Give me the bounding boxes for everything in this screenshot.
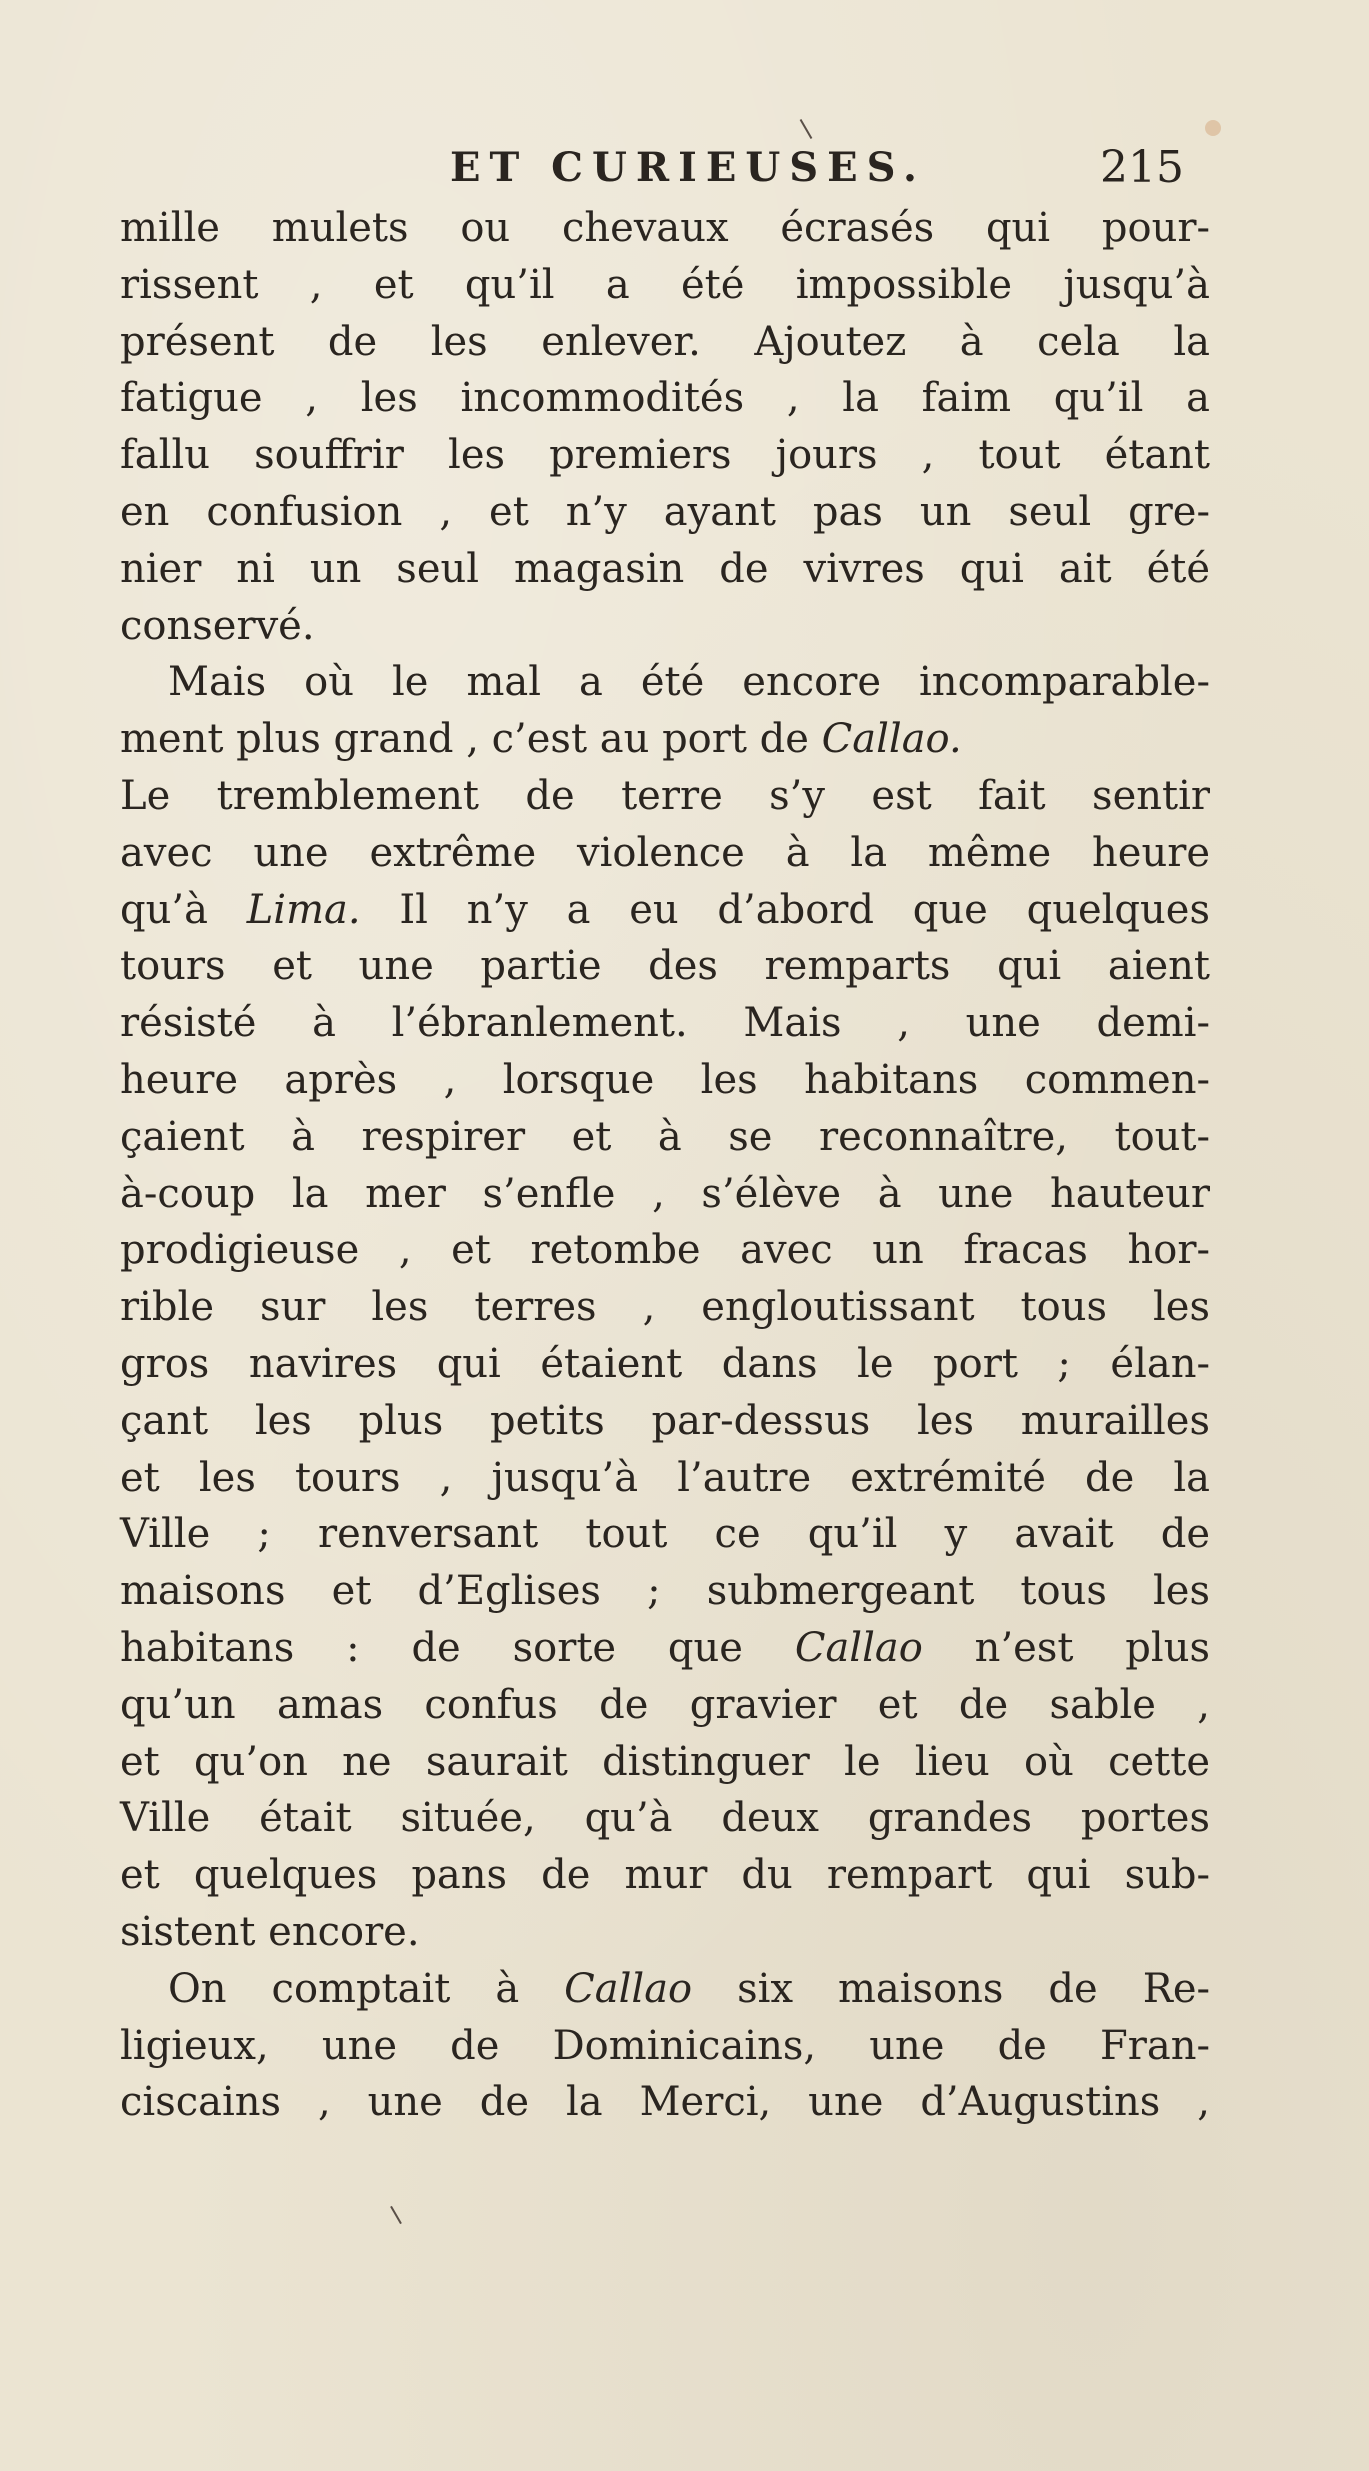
ink-mark: [390, 2206, 402, 2224]
text-line: [120, 711, 1210, 768]
text-line: çaient à respirer et à se reconnaître, tout-: [120, 1113, 1210, 1160]
text-run: qu’à: [120, 886, 247, 933]
text-line: et qu’on ne saurait distinguer le lieu où cette: [120, 1738, 1210, 1785]
text-run: habitans : de sorte que: [120, 1624, 795, 1671]
text-line: ligieux, une de Dominicains, une de Fran-: [120, 2022, 1210, 2069]
page-number: 215: [1100, 142, 1184, 193]
text-line: avec une extrême violence à la même heure: [120, 829, 1210, 876]
text-line: rissent , et qu’il a été impossible jusqu’à: [120, 261, 1210, 308]
italic-place-name: Callao: [564, 1965, 693, 2012]
text-line: Mais où le mal a été encore incomparable-: [168, 659, 1210, 706]
text-line: Le tremblement de terre s’y est fait sentir: [120, 772, 1210, 819]
text-line: présent de les enlever. Ajoutez à cela la: [120, 318, 1210, 365]
text-line: conservé.: [120, 602, 315, 649]
text-line: en confusion , et n’y ayant pas un seul gre-: [120, 488, 1210, 535]
text-line: Ville ; renversant tout ce qu’il y avait de: [120, 1511, 1210, 1558]
text-line: sistent encore.: [120, 1908, 420, 1955]
text-line: çant les plus petits par-dessus les murailles: [120, 1397, 1210, 1444]
text-line: fatigue , les incommodités , la faim qu’il a: [120, 375, 1210, 422]
text-line: prodigieuse , et retombe avec un fracas hor-: [120, 1227, 1210, 1274]
text-line: ciscains , une de la Merci, une d’Augustins ,: [120, 2079, 1210, 2126]
text-line: rible sur les terres , engloutissant tous les: [120, 1284, 1210, 1331]
text-line: et quelques pans de mur du rempart qui sub-: [120, 1852, 1210, 1899]
text-run: Il n’y a eu d’abord que quelques: [360, 886, 1210, 933]
text-line: [120, 1961, 1210, 2018]
italic-place-name: Callao: [794, 1624, 923, 1671]
text-line: maisons et d’Eglises ; submergeant tous les: [120, 1568, 1210, 1615]
text-line: gros navires qui étaient dans le port ; élan-: [120, 1340, 1210, 1387]
text-run: On comptait à: [168, 1965, 565, 2012]
paper-stain: [1205, 120, 1221, 136]
text-run: six maisons de Re-: [692, 1965, 1211, 2012]
text-line: nier ni un seul magasin de vivres qui ait été: [120, 545, 1210, 592]
text-line: heure après , lorsque les habitans commen-: [120, 1056, 1210, 1103]
text-run: n’est plus: [922, 1624, 1210, 1671]
text-line: et les tours , jusqu’à l’autre extrémité de la: [120, 1454, 1210, 1501]
body-text: [120, 200, 1210, 2131]
italic-place-name: Callao.: [821, 716, 962, 763]
text-line: fallu souffrir les premiers jours , tout étant: [120, 432, 1210, 479]
text-line: [120, 882, 1210, 939]
running-head: ET CURIEUSES.: [450, 144, 926, 191]
text-line: Ville était située, qu’à deux grandes portes: [120, 1795, 1210, 1842]
italic-place-name: Lima.: [246, 886, 361, 933]
page-header: [0, 138, 1369, 198]
text-line: qu’un amas confus de gravier et de sable ,: [120, 1681, 1210, 1728]
text-line: à-coup la mer s’enfle , s’élève à une hauteur: [120, 1170, 1210, 1217]
text-line: résisté à l’ébranlement. Mais , une demi-: [120, 1000, 1210, 1047]
text-line: [120, 1620, 1210, 1677]
ink-mark: [800, 119, 813, 139]
text-line: tours et une partie des remparts qui aient: [120, 943, 1210, 990]
text-line: mille mulets ou chevaux écrasés qui pour-: [120, 205, 1210, 251]
text-run: ment plus grand , c’est au port de: [120, 716, 822, 763]
